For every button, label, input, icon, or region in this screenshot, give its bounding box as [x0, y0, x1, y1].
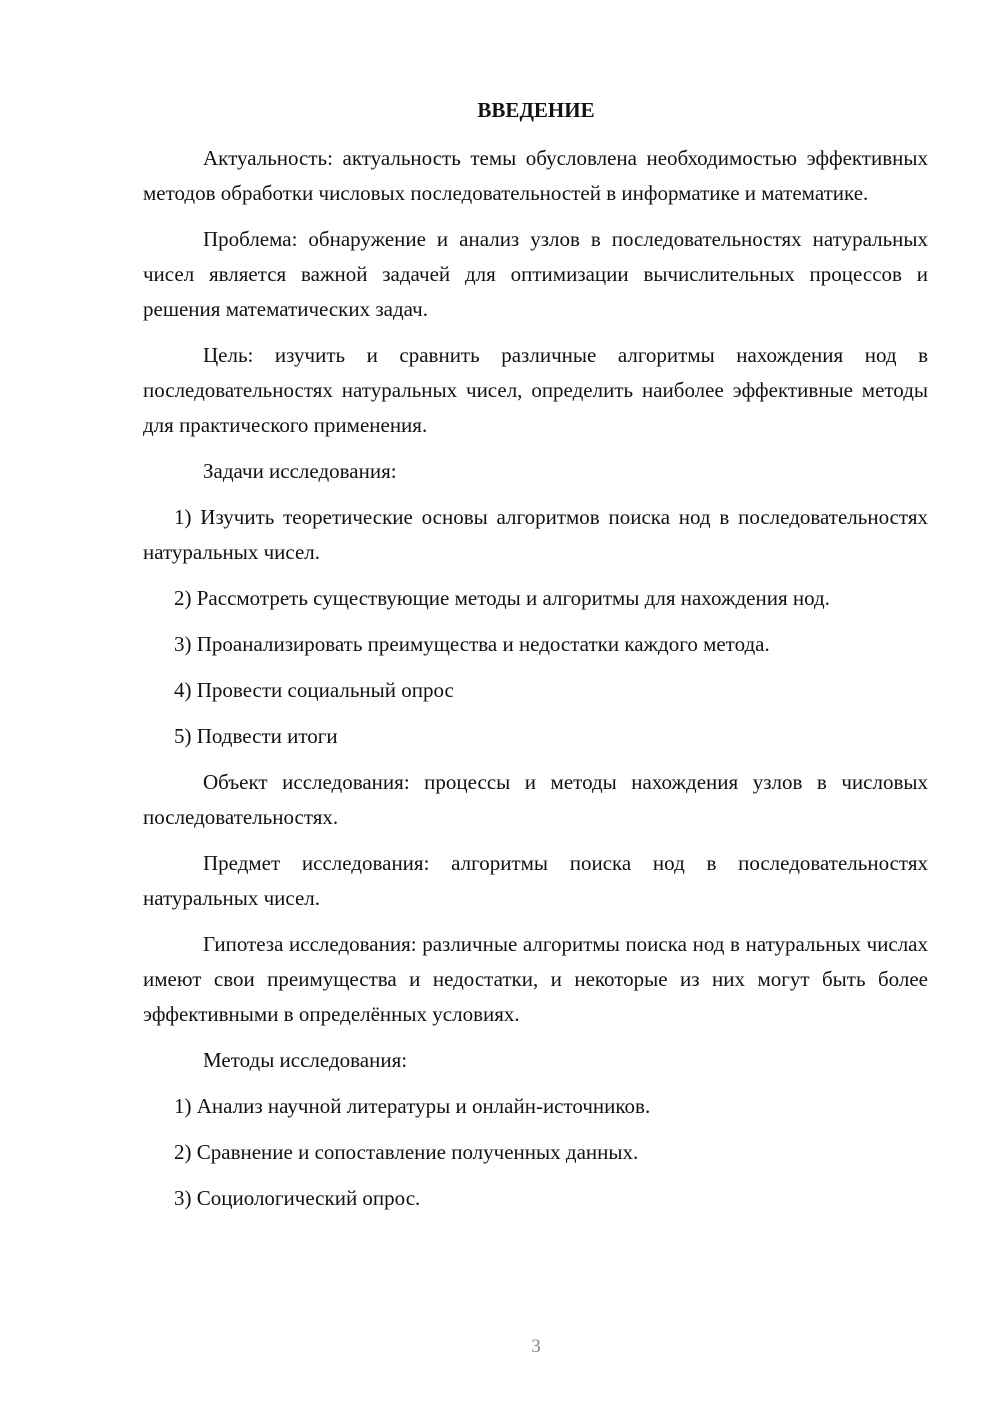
document-body — [143, 141, 928, 1227]
task-item: 5) Подвести итоги — [174, 724, 338, 748]
subject-paragraph: Предмет исследования: алгоритмы поиска нод в последовательностях натуральных чисел. — [143, 851, 928, 910]
method-item: 2) Сравнение и сопоставление полученных данных. — [174, 1140, 639, 1164]
object-paragraph: Объект исследования: процессы и методы нахождения узлов в числовых последовательностях. — [143, 770, 928, 829]
page-title: ВВЕДЕНИЕ — [477, 98, 595, 122]
tasks-heading: Задачи исследования: — [203, 459, 397, 483]
task-item: 1) Изучить теоретические основы алгоритмов поиска нод в последовательностях натуральных чисел. — [143, 505, 928, 564]
method-item: 1) Анализ научной литературы и онлайн-источников. — [174, 1094, 651, 1118]
relevance-paragraph: Актуальность: актуальность темы обусловлена необходимостью эффективных методов обработки числовых последовательностей в информатике и математике. — [143, 146, 928, 205]
method-item: 3) Социологический опрос. — [174, 1186, 421, 1210]
problem-paragraph: Проблема: обнаружение и анализ узлов в последовательностях натуральных чисел является важной задачей для оптимизации вычислительных процессов и решения математических задач. — [143, 227, 928, 321]
page-number: 3 — [531, 1336, 541, 1357]
hypothesis-paragraph: Гипотеза исследования: различные алгоритмы поиска нод в натуральных числах имеют свои преимущества и недостатки, и некоторые из них могут быть более эффективными в определённых условиях. — [143, 932, 928, 1026]
goal-paragraph: Цель: изучить и сравнить различные алгоритмы нахождения нод в последовательностях натуральных чисел, определить наиболее эффективные методы для практического применения. — [143, 343, 928, 437]
task-item: 3) Проанализировать преимущества и недостатки каждого метода. — [174, 632, 770, 656]
task-item: 4) Провести социальный опрос — [174, 678, 454, 702]
task-item: 2) Рассмотреть существующие методы и алгоритмы для нахождения нод. — [174, 586, 830, 610]
methods-heading: Методы исследования: — [203, 1048, 408, 1072]
